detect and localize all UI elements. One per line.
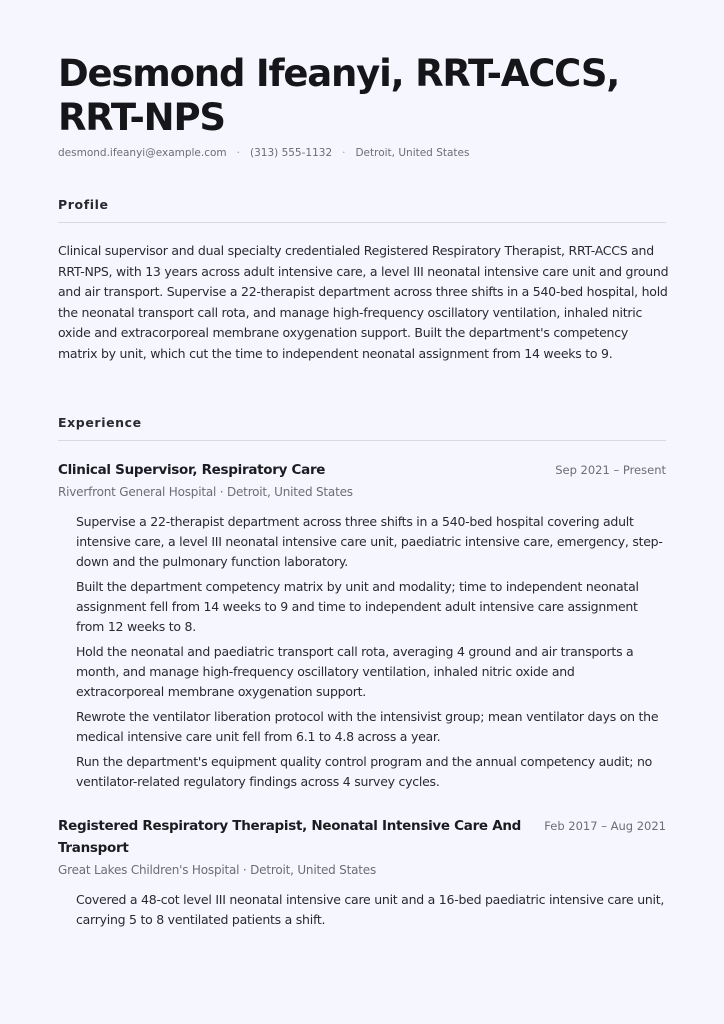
job-bullet: Covered a 48-cot level III neonatal intensive care unit and a 16-bed paediatric intensive care unit, carrying 5 to 8 ventilated patients a shift. bbox=[76, 892, 665, 927]
email-text: desmond.ifeanyi@example.com bbox=[58, 147, 227, 159]
job-bullet: Built the department competency matrix by unit and modality; time to independent neonatal assignment fell from 14 weeks to 9 and time to independent adult intensive care assignment from 12 weeks to 8. bbox=[76, 579, 639, 634]
contact-separator: · bbox=[236, 147, 240, 159]
job-title: Registered Respiratory Therapist, Neonatal Intensive Care And Transport bbox=[58, 818, 522, 856]
job-bullet: Run the department's equipment quality control program and the annual competency audit; no ventilator-related regulatory findings across 4 survey cycles. bbox=[76, 754, 653, 789]
job-bullet-list bbox=[58, 512, 666, 792]
phone-text: (313) 555-1132 bbox=[250, 147, 333, 159]
profile-heading: Profile bbox=[58, 197, 109, 212]
job-header bbox=[58, 459, 666, 481]
contact-separator: · bbox=[342, 147, 346, 159]
section-divider bbox=[58, 222, 666, 223]
job-title: Clinical Supervisor, Respiratory Care bbox=[58, 462, 326, 478]
job-organization: Riverfront General Hospital · Detroit, United States bbox=[58, 485, 353, 499]
job-bullet: Hold the neonatal and paediatric transport call rota, averaging 4 ground and air transports a month, and manage high-frequency oscillatory ventilation, inhaled nitric oxide and extracorporeal membrane oxygenation support. bbox=[76, 644, 634, 699]
job-bullet-list bbox=[58, 890, 666, 930]
job-bullet: Supervise a 22-therapist department across three shifts in a 540-bed hospital covering adult intensive care, a level III neonatal intensive care unit, paediatric intensive care, emergency, step-down and the pulmonary function laboratory. bbox=[76, 514, 663, 569]
section-divider bbox=[58, 440, 666, 441]
profile-summary: Clinical supervisor and dual specialty credentialed Registered Respiratory Therapist, RRT-ACCS and RRT-NPS, with 13 years across adult intensive care, a level III neonatal intensive care unit and ground and air transport. Supervise a 22-therapist department across three shifts in a 540-bed hospital, hold the neonatal transport call rota, and manage high-frequency oscillatory ventilation, inhaled nitric oxide and extracorporeal membrane oxygenation support. Built the department's competency matrix by unit, which cut the time to independent neonatal assignment from 14 weeks to 9. bbox=[58, 243, 669, 361]
candidate-name: Desmond Ifeanyi, RRT-ACCS, RRT-NPS bbox=[58, 52, 620, 139]
job-header bbox=[58, 815, 666, 859]
job-entry bbox=[58, 815, 666, 935]
job-organization: Great Lakes Children's Hospital · Detroit, United States bbox=[58, 863, 376, 877]
experience-heading: Experience bbox=[58, 415, 142, 430]
job-dates: Sep 2021 – Present bbox=[555, 463, 666, 477]
job-entry bbox=[58, 459, 666, 797]
location-text: Detroit, United States bbox=[355, 147, 470, 159]
job-bullet: Rewrote the ventilator liberation protocol with the intensivist group; mean ventilator days on the medical intensive care unit fell from 6.1 to 4.8 across a year. bbox=[76, 709, 659, 744]
contact-line bbox=[58, 145, 666, 161]
job-dates: Feb 2017 – Aug 2021 bbox=[544, 819, 666, 833]
